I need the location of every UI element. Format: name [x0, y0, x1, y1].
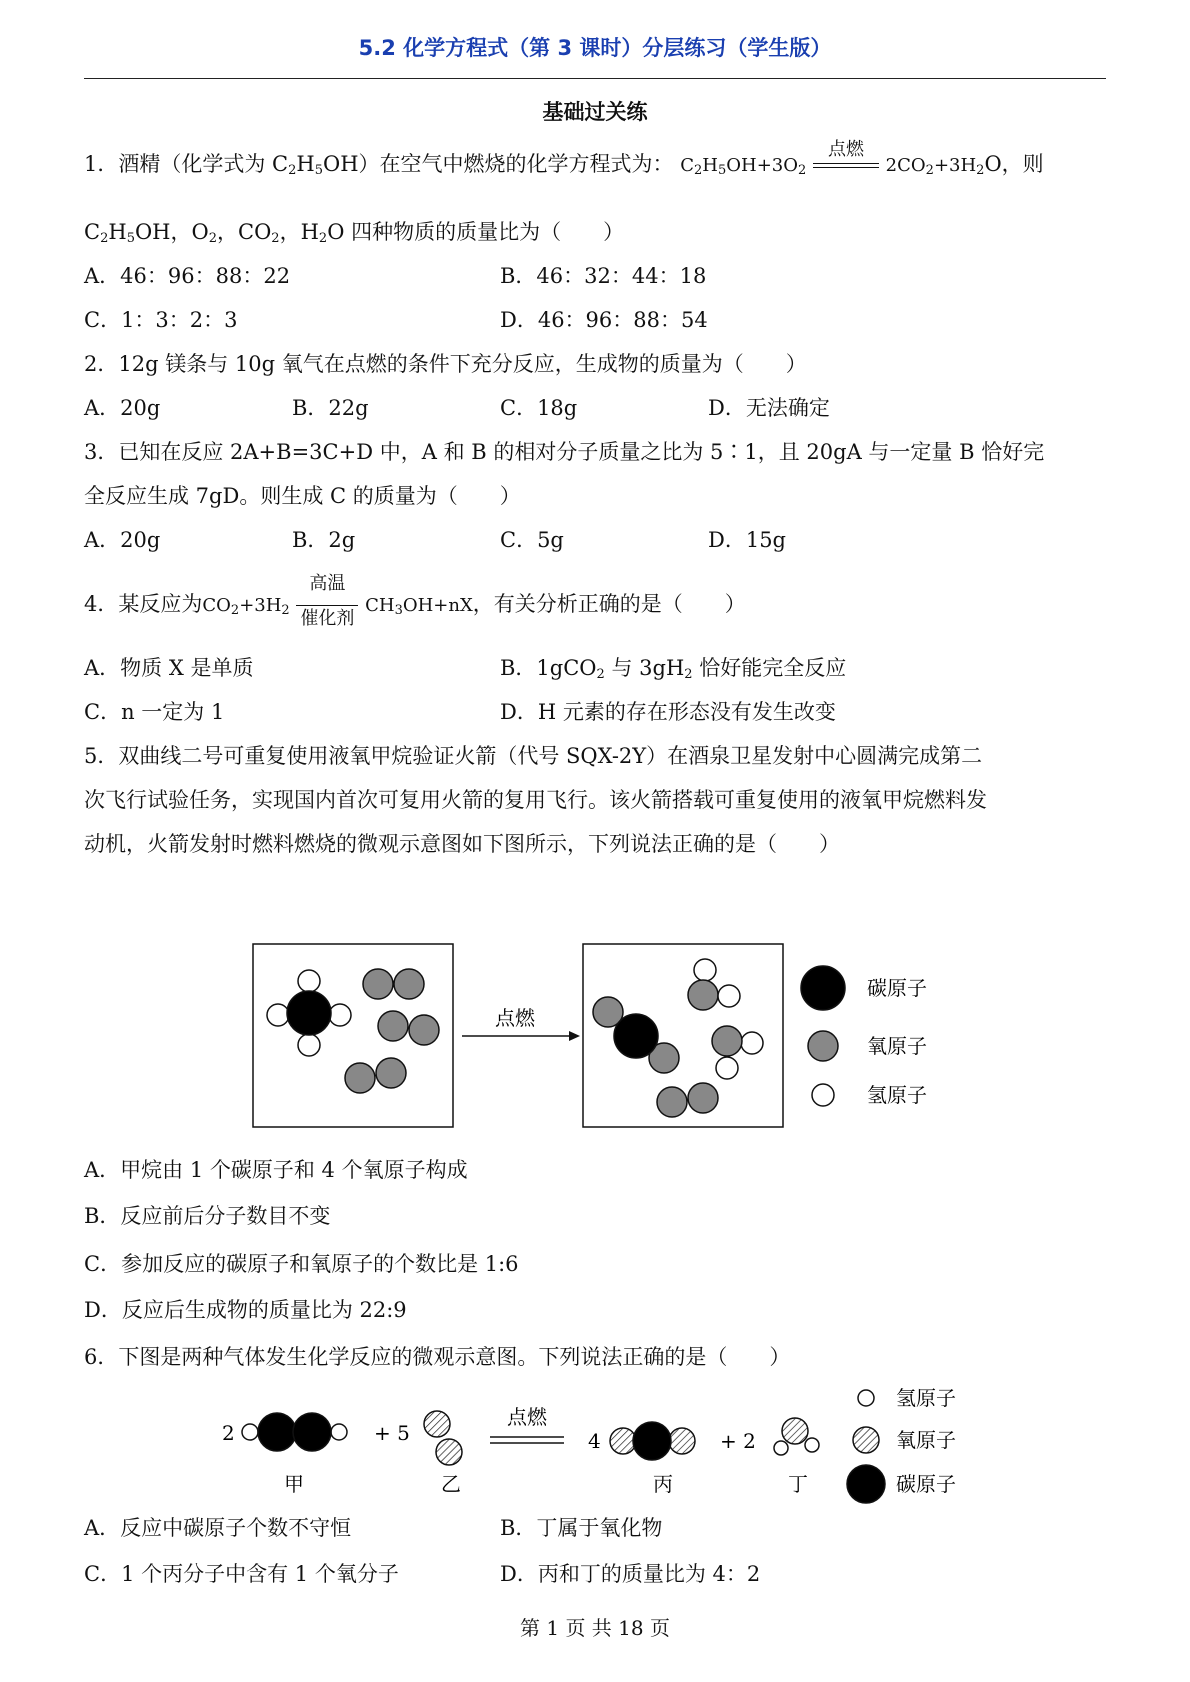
q6-option-b[interactable]: B．丁属于氧化物 [500, 1516, 663, 1540]
q6-coef-3: 4 [588, 1429, 601, 1453]
q3-option-d[interactable]: D．15g [708, 528, 787, 552]
legend-hydrogen-label: 氢原子 [867, 1083, 927, 1107]
q6-label-yi: 乙 [441, 1472, 461, 1496]
q4-option-d[interactable]: D．H 元素的存在形态没有发生改变 [500, 700, 836, 724]
q6-condition: 点燃 [507, 1405, 547, 1429]
q5-option-c[interactable]: C．参加反应的碳原子和氧原子的个数比是 1:6 [84, 1252, 519, 1276]
q6-coef-1: 2 [222, 1421, 235, 1445]
q6-legend-hydrogen-label: 氢原子 [896, 1386, 956, 1410]
q4-stem: 4．某反应为$CO_2+3H_2$ 高温 催化剂 $CH_3OH+nX$，有关分析正确的是（ ） [84, 572, 746, 629]
q3-option-a[interactable]: A．20g [84, 528, 161, 552]
q6-coef-2: + 5 [374, 1421, 410, 1445]
q6-label-ding: 丁 [788, 1472, 808, 1496]
q2-stem: 2．12g 镁条与 10g 氧气在点燃的条件下充分反应，生成物的质量为（ ） [84, 352, 807, 376]
q3-stem-line1: 3．已知在反应 2A+B=3C+D 中，A 和 B 的相对分子质量之比为 5∶1，且 20gA 与一定量 B 恰好完 [84, 440, 1045, 464]
q4-option-b[interactable]: B．1gCO$_2$ 与 $3gH_2$ 恰好能完全反应 [500, 656, 847, 682]
q5-stem-line1: 5．双曲线二号可重复使用液氧甲烷验证火箭（代号 SQX-2Y）在酒泉卫星发射中心圆满完成第二 [84, 744, 983, 768]
page-footer: 第 1 页 共 18 页 [520, 1616, 670, 1640]
q3-stem-line2: 全反应生成 7gD。则生成 C 的质量为（ ） [84, 484, 521, 508]
q6-legend-oxygen-icon [853, 1427, 879, 1453]
q6-option-a[interactable]: A．反应中碳原子个数不守恒 [84, 1516, 352, 1540]
q5-arrow-label: 点燃 [495, 1006, 535, 1030]
q6-legend-hydrogen-icon [858, 1390, 874, 1406]
q6-options-row2 [0, 1562, 1190, 1590]
q1-option-a[interactable]: A．46：96：88：22 [84, 264, 291, 288]
q1-stem: 1．酒精（化学式为 $C_2H_5OH$）在空气中燃烧的化学方程式为： $C_2H_5OH+3O_2$ 点燃 $2CO_2+3H_2O$，则 [84, 138, 1044, 178]
q6-label-jia: 甲 [284, 1472, 304, 1496]
q5-stem-line2: 次飞行试验任务，实现国内首次可复用火箭的复用飞行。该火箭搭载可重复使用的液氧甲烷燃料发 [84, 788, 987, 812]
q6-coef-4: + 2 [720, 1429, 756, 1453]
q6-option-c[interactable]: C．1 个丙分子中含有 1 个氧分子 [84, 1562, 399, 1586]
section-title: 基础过关练 [542, 100, 648, 124]
q4-option-a[interactable]: A．物质 X 是单质 [84, 656, 254, 680]
q6-options-row1 [0, 1516, 1190, 1544]
q1-option-d[interactable]: D．46：96：88：54 [500, 308, 708, 332]
q6-stem: 6．下图是两种气体发生化学反应的微观示意图。下列说法正确的是（ ） [84, 1345, 791, 1369]
q6-legend-carbon-icon [847, 1465, 885, 1503]
legend-oxygen-label: 氧原子 [867, 1034, 927, 1058]
q1-stem-line2: $C_2H_5OH$，$O_2$，$CO_2$，$H_2O$ 四种物质的质量比为（ ） [84, 220, 625, 246]
q2-option-b[interactable]: B．22g [292, 396, 369, 420]
q3-option-b[interactable]: B．2g [292, 528, 356, 552]
q5-option-b[interactable]: B．反应前后分子数目不变 [84, 1204, 331, 1228]
q6-legend-oxygen-label: 氧原子 [896, 1428, 956, 1452]
page-title: 5.2 化学方程式（第 3 课时）分层练习（学生版） [358, 36, 832, 60]
q4-option-c[interactable]: C．n 一定为 1 [84, 700, 225, 724]
q1-condition: 点燃 [813, 153, 879, 179]
q6-option-d[interactable]: D．丙和丁的质量比为 4：2 [500, 1562, 761, 1586]
legend-carbon-label: 碳原子 [867, 976, 927, 1000]
q6-label-bing: 丙 [653, 1472, 673, 1496]
q5-option-d[interactable]: D．反应后生成物的质量比为 22:9 [84, 1298, 407, 1322]
q1-option-c[interactable]: C．1：3：2：3 [84, 308, 238, 332]
q2-option-d[interactable]: D．无法确定 [708, 396, 830, 420]
q1-option-b[interactable]: B．46：32：44：18 [500, 264, 707, 288]
q2-option-c[interactable]: C．18g [500, 396, 578, 420]
q6-legend-carbon-label: 碳原子 [896, 1472, 956, 1496]
q2-option-a[interactable]: A．20g [84, 396, 161, 420]
q3-option-c[interactable]: C．5g [500, 528, 564, 552]
q4-condition: 高温 催化剂 [296, 593, 358, 619]
q5-option-a[interactable]: A．甲烷由 1 个碳原子和 4 个氧原子构成 [84, 1158, 468, 1182]
q5-stem-line3: 动机，火箭发射时燃料燃烧的微观示意图如下图所示，下列说法正确的是（ ） [84, 832, 840, 856]
